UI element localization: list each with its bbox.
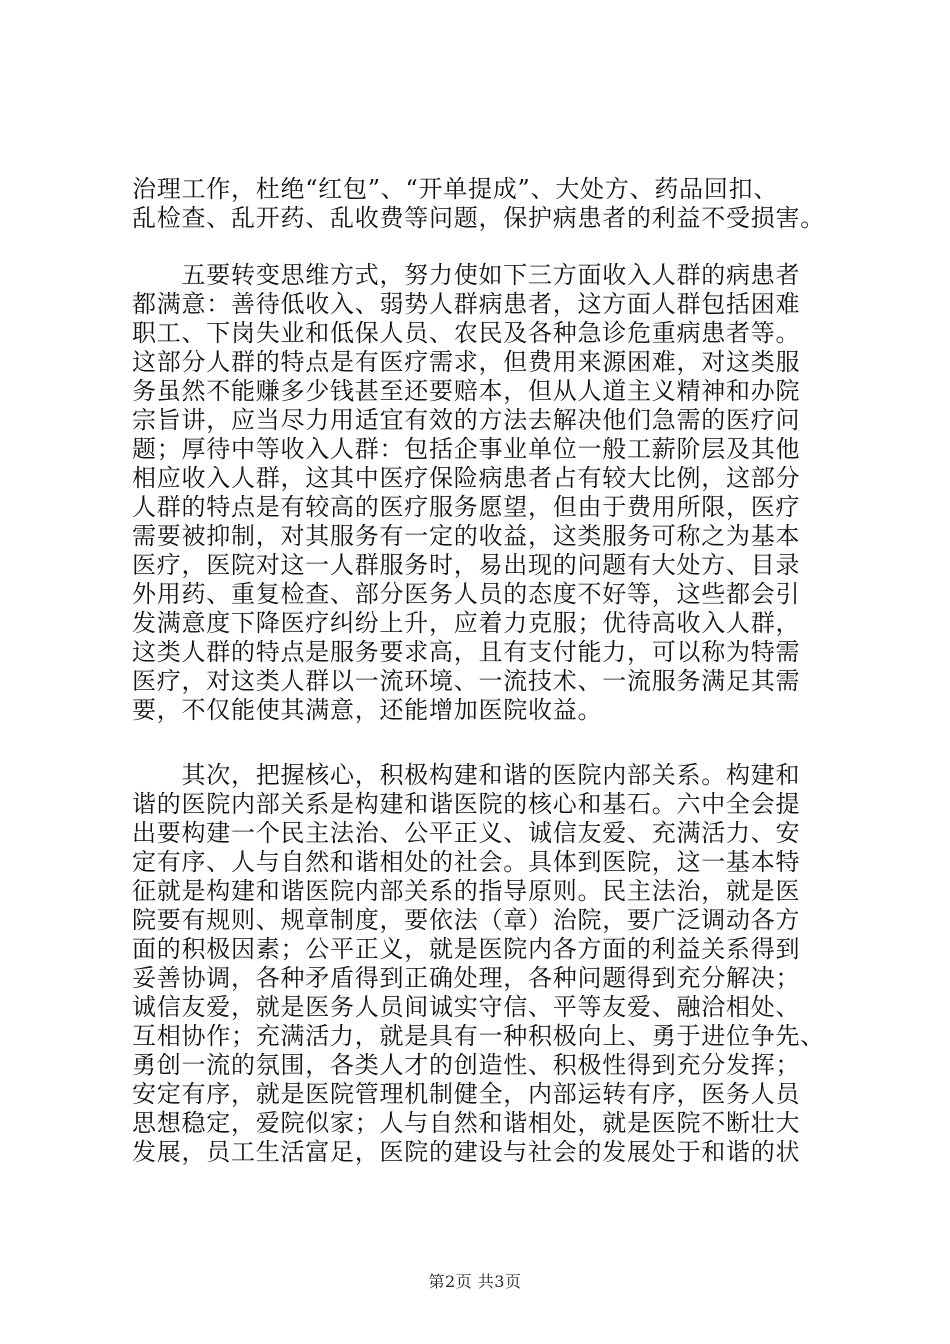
- text-line: 征就是构建和谐医院内部关系的指导原则。民主法治，就是医: [132, 877, 801, 905]
- text-line: 勇创一流的氛围，各类人才的创造性、积极性得到充分发挥；: [132, 1051, 801, 1079]
- text-line: 务虽然不能赚多少钱甚至还要赔本，但从人道主义精神和办院: [132, 377, 801, 405]
- text-line: 面的积极因素；公平正义，就是医院内各方面的利益关系得到: [132, 935, 801, 963]
- text-line: 人群的特点是有较高的医疗服务愿望，但由于费用所限，医疗: [132, 493, 801, 521]
- text-line: 外用药、重复检查、部分医务人员的态度不好等，这些都会引: [132, 580, 801, 608]
- text-line: 其次，把握核心，积极构建和谐的医院内部关系。构建和: [132, 761, 801, 789]
- text-line: 题；厚待中等收入人群：包括企事业单位一般工薪阶层及其他: [132, 435, 801, 463]
- paragraph-continuation: [132, 175, 825, 233]
- text-line: 妥善协调，各种矛盾得到正确处理，各种问题得到充分解决；: [132, 964, 801, 992]
- paragraph-income-groups: [132, 261, 825, 725]
- text-line: 需要被抑制，对其服务有一定的收益，这类服务可称之为基本: [132, 522, 801, 550]
- text-line: 这类人群的特点是服务要求高，且有支付能力，可以称为特需: [132, 638, 801, 666]
- text-line: 要，不仅能使其满意，还能增加医院收益。: [132, 696, 603, 724]
- text-line: 思想稳定，爱院似家；人与自然和谐相处，就是医院不断壮大: [132, 1109, 801, 1137]
- text-line: 都满意：善待低收入、弱势人群病患者，这方面人群包括困难: [132, 290, 801, 318]
- paragraph-internal-relations: [132, 761, 825, 1167]
- text-line: 定有序、人与自然和谐相处的社会。具体到医院，这一基本特: [132, 848, 801, 876]
- text-line: 院要有规则、规章制度，要依法（章）治院，要广泛调动各方: [132, 906, 801, 934]
- text-line: 五要转变思维方式，努力使如下三方面收入人群的病患者: [132, 261, 801, 289]
- text-line: 职工、下岗失业和低保人员、农民及各种急诊危重病患者等。: [132, 319, 801, 347]
- text-line: 发展，员工生活富足，医院的建设与社会的发展处于和谐的状: [132, 1138, 801, 1166]
- text-line: 乱检查、乱开药、乱收费等问题，保护病患者的利益不受损害。: [132, 204, 825, 232]
- page-number-footer: 第2页 共3页: [428, 1272, 522, 1291]
- text-line: 医疗，医院对这一人群服务时，易出现的问题有大处方、目录: [132, 551, 801, 579]
- text-line: 谐的医院内部关系是构建和谐医院的核心和基石。六中全会提: [132, 790, 801, 818]
- text-line: 互相协作；充满活力，就是具有一种积极向上、勇于进位争先、: [132, 1022, 825, 1050]
- text-line: 宗旨讲，应当尽力用适宜有效的方法去解决他们急需的医疗问: [132, 406, 801, 434]
- text-line: 治理工作，杜绝“红包”、“开单提成”、大处方、药品回扣、: [132, 175, 779, 203]
- text-line: 这部分人群的特点是有医疗需求，但费用来源困难，对这类服: [132, 348, 801, 376]
- text-line: 医疗，对这类人群以一流环境、一流技术、一流服务满足其需: [132, 667, 801, 695]
- text-line: 安定有序，就是医院管理机制健全，内部运转有序，医务人员: [132, 1080, 801, 1108]
- text-line: 发满意度下降医疗纠纷上升，应着力克服；优待高收入人群，: [132, 609, 801, 637]
- text-line: 出要构建一个民主法治、公平正义、诚信友爱、充满活力、安: [132, 819, 801, 847]
- text-line: 相应收入人群，这其中医疗保险病患者占有较大比例，这部分: [132, 464, 801, 492]
- text-line: 诚信友爱，就是医务人员间诚实守信、平等友爱、融洽相处、: [132, 993, 801, 1021]
